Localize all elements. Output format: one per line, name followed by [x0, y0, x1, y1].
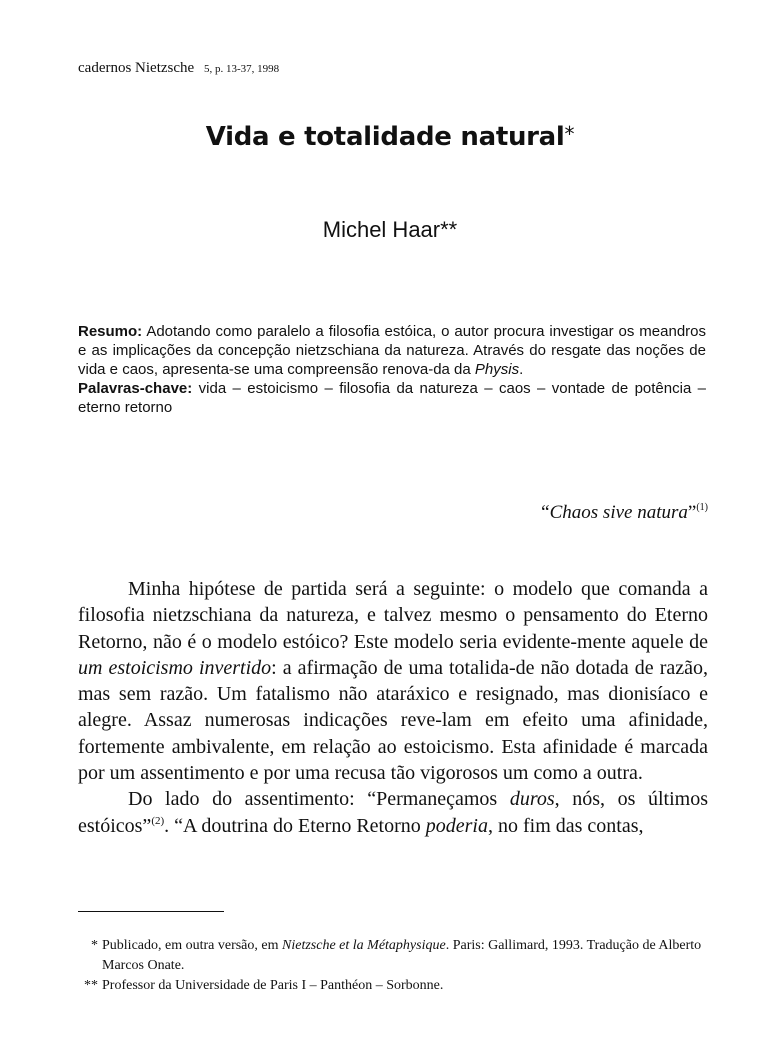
footnote-rule [78, 911, 224, 912]
footnote [78, 976, 708, 996]
summary-italic: Physis [474, 361, 520, 378]
abstract-summary [78, 322, 706, 379]
p2-italic-2: poderia [425, 814, 488, 837]
epigraph-text: Chaos sive natura [549, 502, 688, 523]
keywords-text: vida – estoicismo – filosofia da natureza – caos – vontade de potência – eterno retorno [78, 380, 707, 416]
p2-italic-1: duros [509, 788, 555, 811]
epigraph-close-quote: ” [687, 502, 697, 523]
journal-reference: 5, p. 13-37, 1998 [203, 63, 280, 75]
summary-label: Resumo: [78, 323, 143, 340]
epigraph [541, 502, 708, 524]
footnote-mark: * [91, 938, 98, 953]
p2-text-d: , no fim das contas, [487, 814, 644, 837]
journal-name: cadernos Nietzsche [78, 60, 195, 76]
epigraph-open-quote: “ [541, 502, 550, 523]
running-header [78, 60, 279, 77]
title-text: Vida e totalidade natural [205, 122, 565, 152]
p2-text-c: . “A doutrina do Eterno Retorno [164, 814, 421, 837]
footnote-text-end: . Paris: Gallimard, 1993. Tradução de Alberto Marcos Onate. [102, 938, 702, 973]
summary-end: . [519, 361, 524, 378]
p1-text-a: Minha hipótese de partida será a seguinte: o modelo que comanda a filosofia nietzschiana da natureza, e talvez mesmo o pensamento do Eterno Retorno, não é o modelo estóico? Este modelo seria evidente-mente aquele de [78, 578, 708, 653]
author-name: Michel Haar** [322, 217, 458, 242]
footnote-mark: ** [84, 978, 98, 993]
footnote-italic: Nietzsche et la Métaphysique [282, 938, 446, 953]
abstract [78, 322, 706, 417]
footnote-text: Publicado, em outra versão, em [102, 938, 279, 953]
abstract-keywords [78, 379, 706, 417]
paragraph-2 [78, 786, 708, 839]
title-footnote-mark: * [564, 122, 575, 146]
p2-text-b: , nós, os últimos estóicos” [78, 788, 709, 837]
epigraph-note-ref: (1) [696, 502, 708, 513]
body-text [78, 576, 708, 839]
keywords-label: Palavras-chave: [78, 380, 193, 397]
p2-note-ref: (2) [151, 814, 165, 827]
article-title [0, 122, 780, 152]
p2-text-a: Do lado do assentimento: “Permaneçamos [128, 788, 498, 811]
p1-italic: um estoicismo invertido [78, 656, 272, 679]
footnotes [78, 936, 708, 996]
footnote [78, 936, 708, 976]
summary-text: Adotando como paralelo a filosofia estóica, o autor procura investigar os meandros e as implicações da concepção nietzschiana da natureza. Através do resgate das noções de vida e caos, apresenta-se uma compreensão renova-da da [78, 323, 706, 378]
p1-text-b: : a afirmação de uma totalida-de não dotada de razão, mas sem razão. Um fatalismo não ataráxico e resignado, mas dionisíaco e alegre. Assaz numerosas indicações reve-lam em efeito uma afinidade, fortemente ambivalente, em relação ao estoicismo. Esta afinidade é marcada por um assentimento e por uma recusa tão vigorosos um como a outra. [78, 656, 708, 785]
footnote-text: Professor da Universidade de Paris I – Panthéon – Sorbonne. [102, 978, 444, 993]
paragraph-1 [78, 576, 708, 786]
